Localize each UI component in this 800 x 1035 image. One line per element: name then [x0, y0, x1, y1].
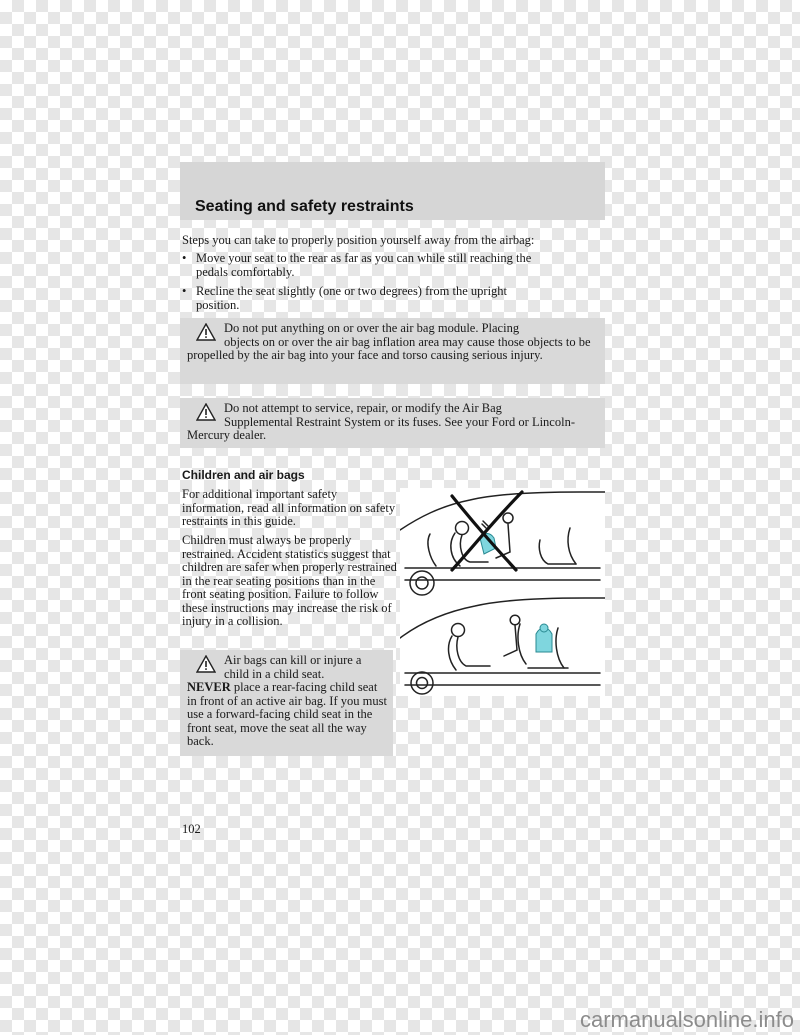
never-emphasis: NEVER [187, 680, 231, 694]
bullet-text-line: Move your seat to the rear as far as you can while still reaching the [196, 251, 532, 265]
warning-text: objects on or over the air bag inflation area may cause those objects to be propelled by the air bag into your face and torso causing serious injury. [187, 334, 591, 362]
warning-box [180, 398, 605, 448]
warning-text-line: child in a child seat. [224, 666, 325, 681]
child-seat-warning-box [180, 650, 393, 756]
car-seating-diagram [400, 488, 605, 696]
car-illustration-top [400, 492, 605, 595]
bullet-icon: • [182, 251, 187, 265]
bullet-text-line: Recline the seat slightly (one or two degrees) from the upright [196, 284, 508, 298]
child-figure [540, 624, 548, 632]
intro-text: Steps you can take to properly position yourself away from the airbag: [182, 233, 535, 247]
bullet-text [196, 285, 596, 312]
airbag-illustration [400, 488, 605, 696]
bullet-text [196, 252, 596, 279]
section-heading: Children and air bags [182, 468, 305, 482]
warning-text: Supplemental Restraint System or its fuses. See your Ford or Lincoln-Mercury dealer. [187, 414, 575, 442]
warning-triangle-icon [196, 655, 216, 673]
warning-text-rest: place a rear-facing child seat in front of an active air bag. If you must use a forward-facing child seat in the front seat, move the seat all the way back. [187, 680, 387, 748]
warning-text-line: Air bags can kill or injure a [224, 653, 362, 667]
warning-text-line: Do not attempt to service, repair, or modify the Air Bag [224, 401, 502, 415]
page-title: Seating and safety restraints [195, 198, 414, 215]
section-header [180, 162, 605, 220]
cross-out-mark [452, 492, 522, 570]
bullet-icon: • [182, 284, 187, 298]
paragraph: For additional important safety information, read all information on safety restraints in this guide. [182, 487, 396, 528]
warning-box [180, 318, 605, 384]
warning-text [187, 681, 387, 749]
bullet-text-line: position. [196, 297, 240, 312]
car-illustration-bottom [400, 598, 605, 694]
watermark-text: carmanualsonline.info [579, 1007, 794, 1032]
bullet-text-line: pedals comfortably. [196, 264, 295, 279]
paragraph: Children must always be properly restrained. Accident statistics suggest that children are safer when properly restrained in the rear seating positions than in the front seating position. Failure to follow these instructions may increase the risk of injury in a collision. [182, 533, 397, 628]
warning-text-line: Do not put anything on or over the air bag module. Placing [224, 321, 520, 335]
page-number: 102 [182, 822, 201, 836]
